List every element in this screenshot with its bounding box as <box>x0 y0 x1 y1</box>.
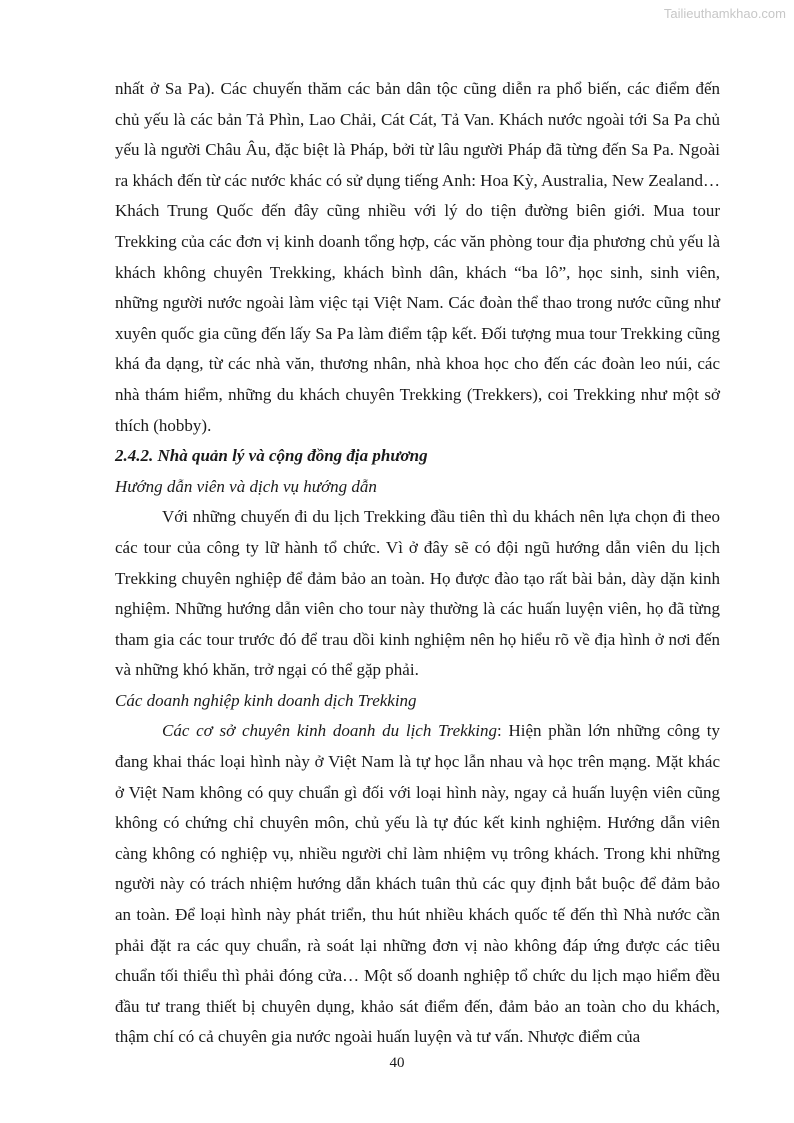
paragraph-body: : Hiện phần lớn những công ty đang khai thác loại hình này ở Việt Nam là tự học lẫn nhau và học trên mạng. Mặt khác ở Việt Nam không có quy chuẩn gì đối với loại hình này, ngay cả huấn luyện viên cũng không có chứng chỉ chuyên môn, chủ yếu là tự đúc kết kinh nghiệm. Hướng dẫn viên càng không có nghiệp vụ, nhiều người chỉ làm nhiệm vụ trông khách. Trong khi những người này có trách nhiệm hướng dẫn khách tuân thủ các quy định bắt buộc để đảm bảo an toàn. Để loại hình này phát triển, thu hút nhiều khách quốc tế đến thì Nhà nước cần phải đặt ra các quy chuẩn, rà soát lại những đơn vị nào không đáp ứng được các tiêu chuẩn tối thiểu thì phải đóng cửa… Một số doanh nghiệp tổ chức du lịch mạo hiểm đều đầu tư trang thiết bị chuyên dụng, khảo sát điểm đến, đảm bảo an toàn cho du khách, thậm chí có cả chuyên gia nước ngoài huấn luyện và tư vấn. Nhược điểm của <box>115 721 720 1047</box>
subheading-businesses: Các doanh nghiệp kinh doanh dịch Trekking <box>115 690 417 710</box>
paragraph-lead: Các cơ sở chuyên kinh doanh du lịch Trekking <box>162 721 497 741</box>
paragraph-tourists: nhất ở Sa Pa). Các chuyến thăm các bản dân tộc cũng diễn ra phổ biến, các điểm đến chủ yếu là các bản Tả Phìn, Lao Chải, Cát Cát, Tả Van. Khách nước ngoài tới Sa Pa chủ yếu là người Châu Âu, đặc biệt là Pháp, bởi từ lâu người Pháp đã từng đến Sa Pa. Ngoài ra khách đến từ các nước khác có sử dụng tiếng Anh: Hoa Kỳ, Australia, New Zealand… Khách Trung Quốc đến đây cũng nhiều với lý do tiện đường biên giới. Mua tour Trekking của các đơn vị kinh doanh tổng hợp, các văn phòng tour địa phương chủ yếu là khách không chuyên Trekking, khách bình dân, khách “ba lô”, học sinh, sinh viên, những người nước ngoài làm việc tại Việt Nam. Các đoàn thể thao trong nước cũng như xuyên quốc gia cũng đến lấy Sa Pa làm điểm tập kết. Đối tượng mua tour Trekking cũng khá đa dạng, từ các nhà văn, thương nhân, nhà khoa học cho đến các đoàn leo núi, các nhà thám hiểm, những du khách chuyên Trekking (Trekkers), coi Trekking như một sở thích (hobby). <box>115 79 721 435</box>
page-number: 40 <box>389 1055 405 1071</box>
watermark: Tailieuthamkhao.com <box>663 6 786 21</box>
section-heading: 2.4.2. Nhà quản lý và cộng đồng địa phương <box>115 446 428 466</box>
paragraph-guides: Với những chuyến đi du lịch Trekking đầu tiên thì du khách nên lựa chọn đi theo các tour của công ty lữ hành tổ chức. Vì ở đây sẽ có đội ngũ hướng dẫn viên du lịch Trekking chuyên nghiệp để đảm bảo an toàn. Họ được đào tạo rất bài bản, dày dặn kinh nghiệm. Những hướng dẫn viên cho tour này thường là các huấn luyện viên, họ đã từng tham gia các tour trước đó để trau dồi kinh nghiệm nên họ hiểu rõ về địa hình ở nơi đến và những khó khăn, trở ngại có thể gặp phải. <box>115 507 720 680</box>
page-content <box>115 74 720 1053</box>
paragraph-businesses <box>115 716 720 1053</box>
subheading-guides: Hướng dẫn viên và dịch vụ hướng dẫn <box>115 476 377 496</box>
